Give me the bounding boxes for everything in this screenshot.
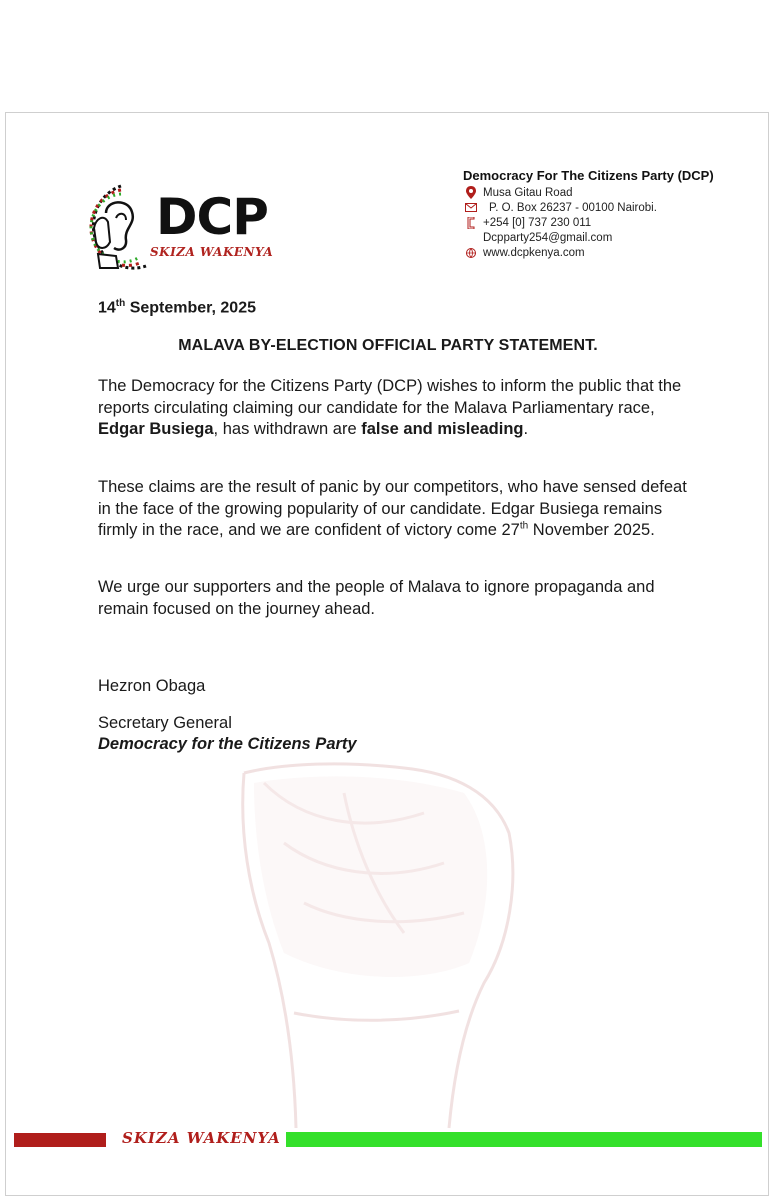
organization-name: Democracy For The Citizens Party (DCP) — [463, 168, 714, 183]
envelope-icon — [461, 203, 481, 212]
footer-green-bar — [286, 1132, 762, 1147]
website-row — [461, 245, 761, 260]
ear-hand-emblem-icon — [76, 178, 166, 278]
address-row — [461, 185, 761, 200]
paragraph-3: We urge our supporters and the people of Malava to ignore propaganda and remain focused on the journey ahead. — [98, 578, 655, 618]
footer-red-bar — [14, 1133, 106, 1147]
contact-block — [461, 168, 761, 260]
po-box-text: P. O. Box 26237 - 00100 Nairobi. — [489, 201, 657, 214]
website-text[interactable]: www.dcpkenya.com — [483, 246, 585, 259]
footer-slogan: SKIZA WAKENYA — [122, 1129, 281, 1147]
po-box-row — [461, 200, 761, 215]
paragraph-1: The Democracy for the Citizens Party (DCP) wishes to inform the public that the reports circulating claiming our candidate for the Malava Parliamentary race, Edgar Busiega, has withdrawn are false and misleading. — [98, 377, 682, 438]
logo-wordmark: DCP — [156, 188, 268, 246]
phone-row — [461, 215, 761, 230]
location-pin-icon — [461, 186, 481, 199]
address-text: Musa Gitau Road — [483, 186, 573, 199]
fist-watermark — [224, 753, 524, 1133]
globe-icon — [461, 248, 481, 258]
email-text[interactable]: Dcpparty254@gmail.com — [483, 231, 613, 244]
phone-icon — [461, 217, 481, 229]
signatory-title: Secretary General — [98, 714, 232, 732]
email-row — [461, 230, 761, 245]
letter-date: 14th September, 2025 — [98, 298, 256, 317]
signatory-name: Hezron Obaga — [98, 677, 206, 695]
dcp-logo — [76, 178, 276, 278]
phone-text: +254 [0] 737 230 011 — [483, 216, 592, 229]
signatory-organization: Democracy for the Citizens Party — [98, 735, 357, 753]
paragraph-2: These claims are the result of panic by our competitors, who have sensed defeat in the face of the growing popularity of our candidate. Edgar Busiega remains firmly in the race, and we are confident of victory come 27th November 2025. — [98, 478, 687, 539]
statement-title: MALAVA BY-ELECTION OFFICIAL PARTY STATEMENT. — [178, 337, 598, 354]
logo-slogan: SKIZA WAKENYA — [150, 245, 274, 259]
letter-page — [5, 112, 769, 1196]
